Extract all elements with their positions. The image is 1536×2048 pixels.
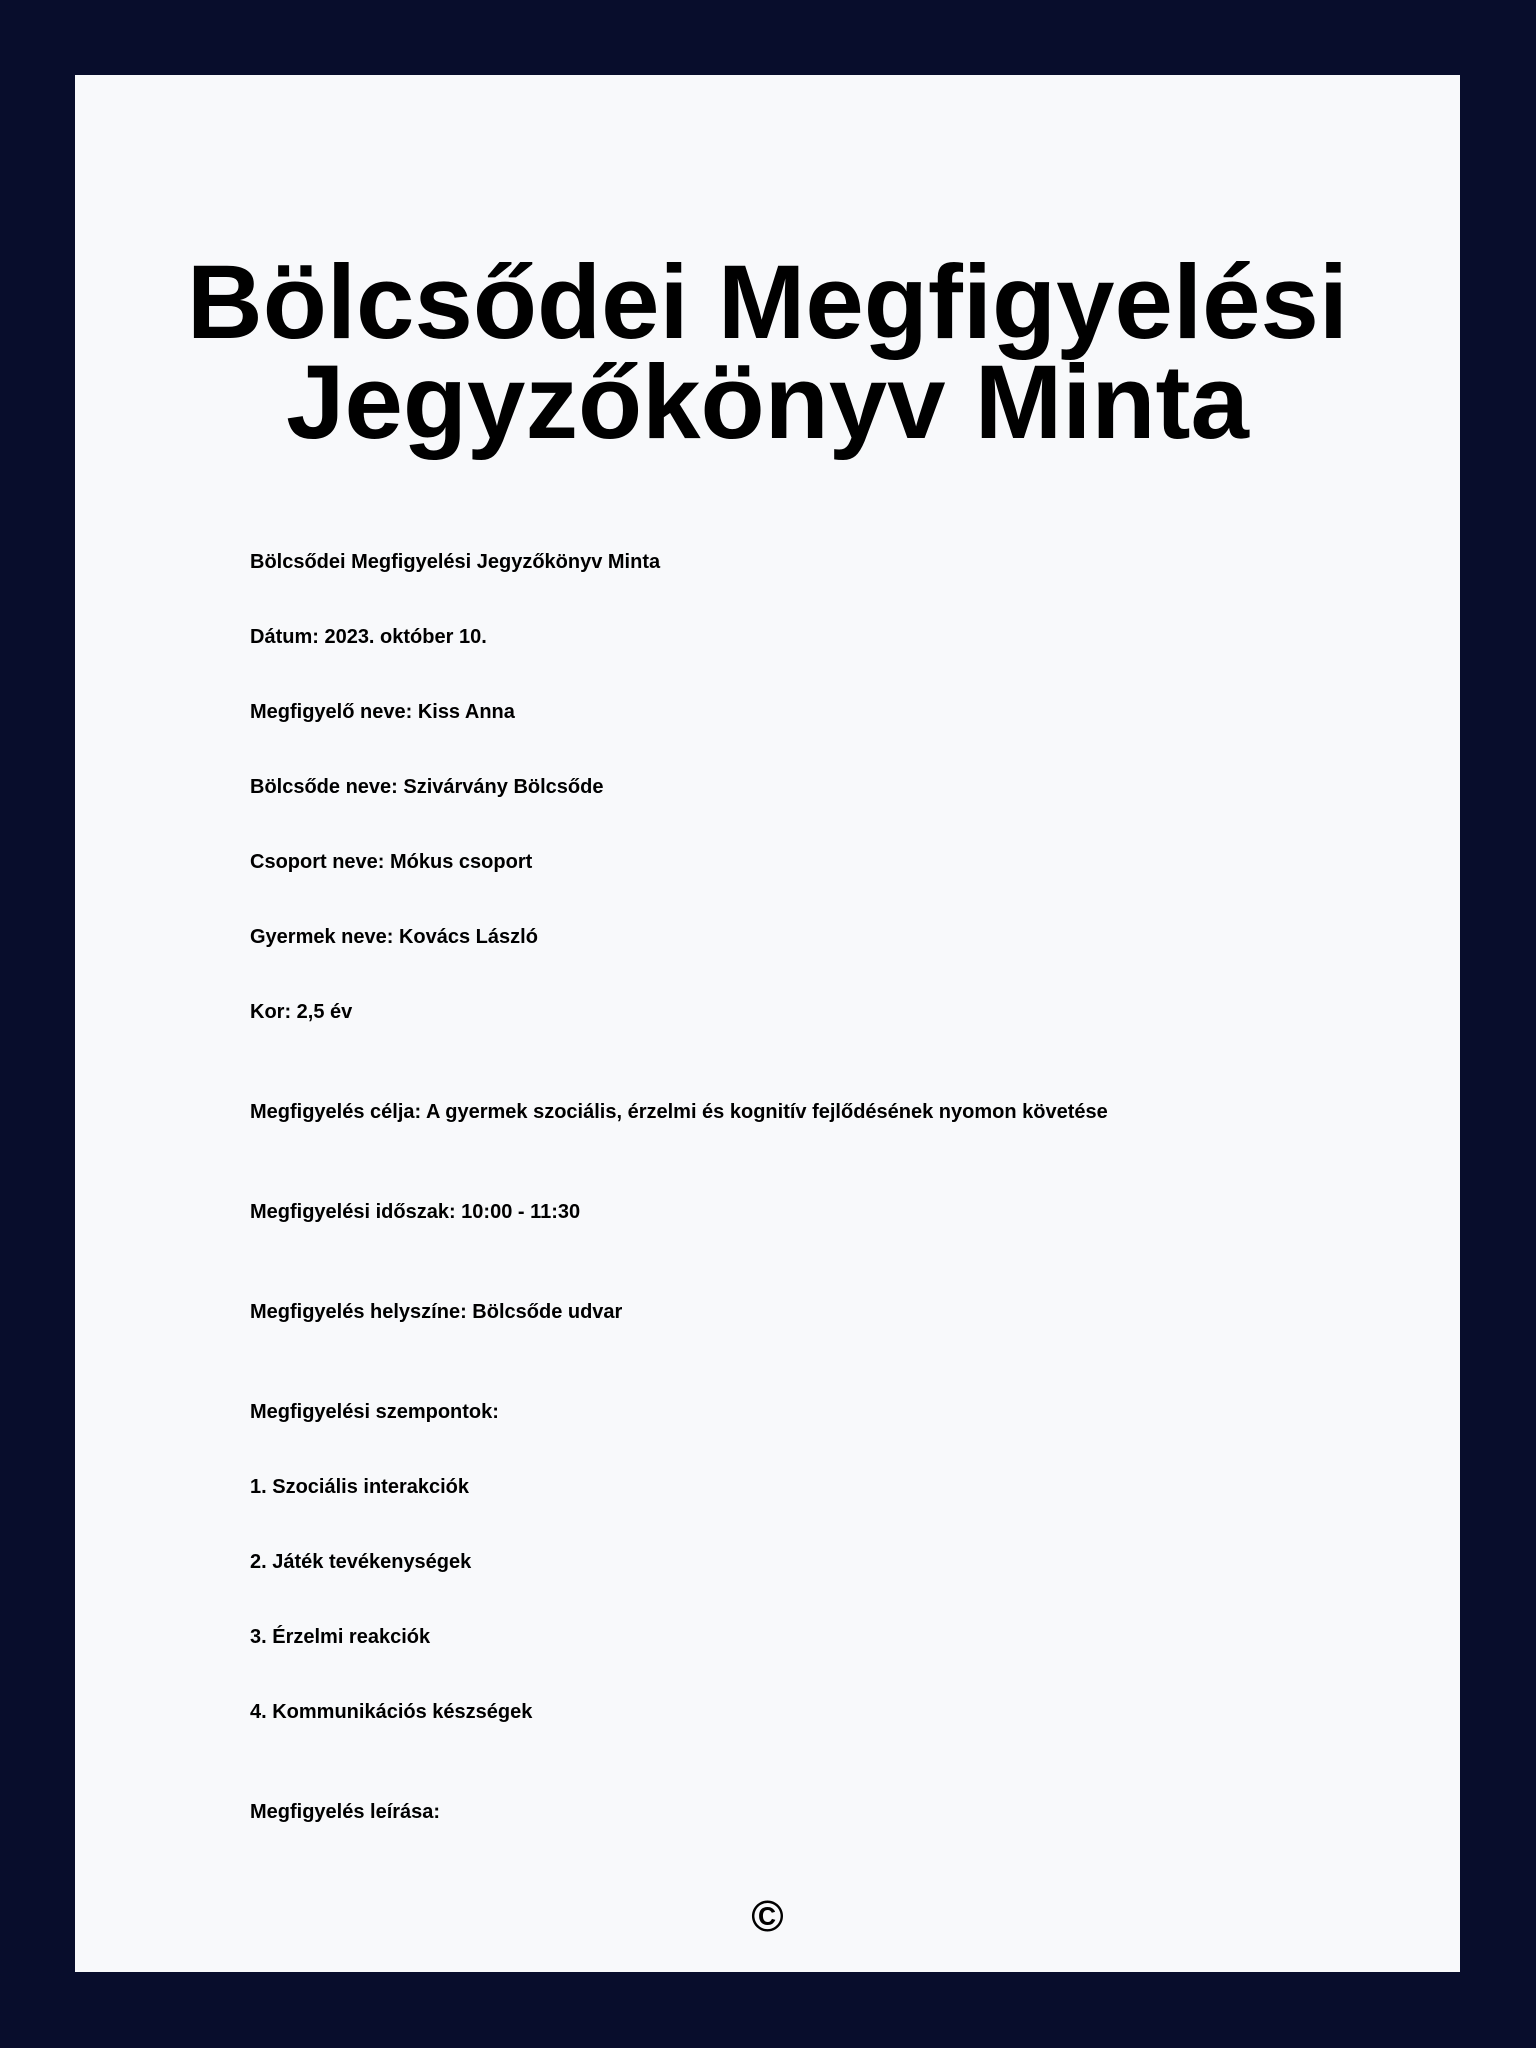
description-heading: Megfigyelés leírása:	[250, 1801, 441, 1823]
body-heading: Bölcsődei Megfigyelési Jegyzőkönyv Minta	[250, 551, 661, 573]
criteria-heading: Megfigyelési szempontok:	[250, 1401, 499, 1423]
criteria-item-4: 4. Kommunikációs készségek	[250, 1701, 533, 1723]
document-title: Bölcsődei Megfigyelési Jegyzőkönyv Minta	[186, 244, 1349, 461]
nursery-line: Bölcsőde neve: Szivárvány Bölcsőde	[250, 776, 604, 798]
observer-line: Megfigyelő neve: Kiss Anna	[250, 701, 515, 723]
criteria-item-3: 3. Érzelmi reakciók	[250, 1626, 431, 1648]
child-line: Gyermek neve: Kovács László	[250, 926, 538, 948]
criteria-item-2: 2. Játék tevékenységek	[250, 1551, 472, 1573]
group-line: Csoport neve: Mókus csoport	[250, 851, 533, 873]
age-line: Kor: 2,5 év	[250, 1001, 353, 1023]
location-line: Megfigyelés helyszíne: Bölcsőde udvar	[250, 1301, 623, 1323]
copyright-icon: ©	[751, 1892, 784, 1941]
goal-line: Megfigyelés célja: A gyermek szociális, érzelmi és kognitív fejlődésének nyomon követése	[250, 1101, 1108, 1123]
period-line: Megfigyelési időszak: 10:00 - 11:30	[250, 1201, 581, 1223]
criteria-item-1: 1. Szociális interakciók	[250, 1476, 469, 1498]
document-page	[75, 75, 1460, 1972]
date-line: Dátum: 2023. október 10.	[250, 626, 487, 648]
